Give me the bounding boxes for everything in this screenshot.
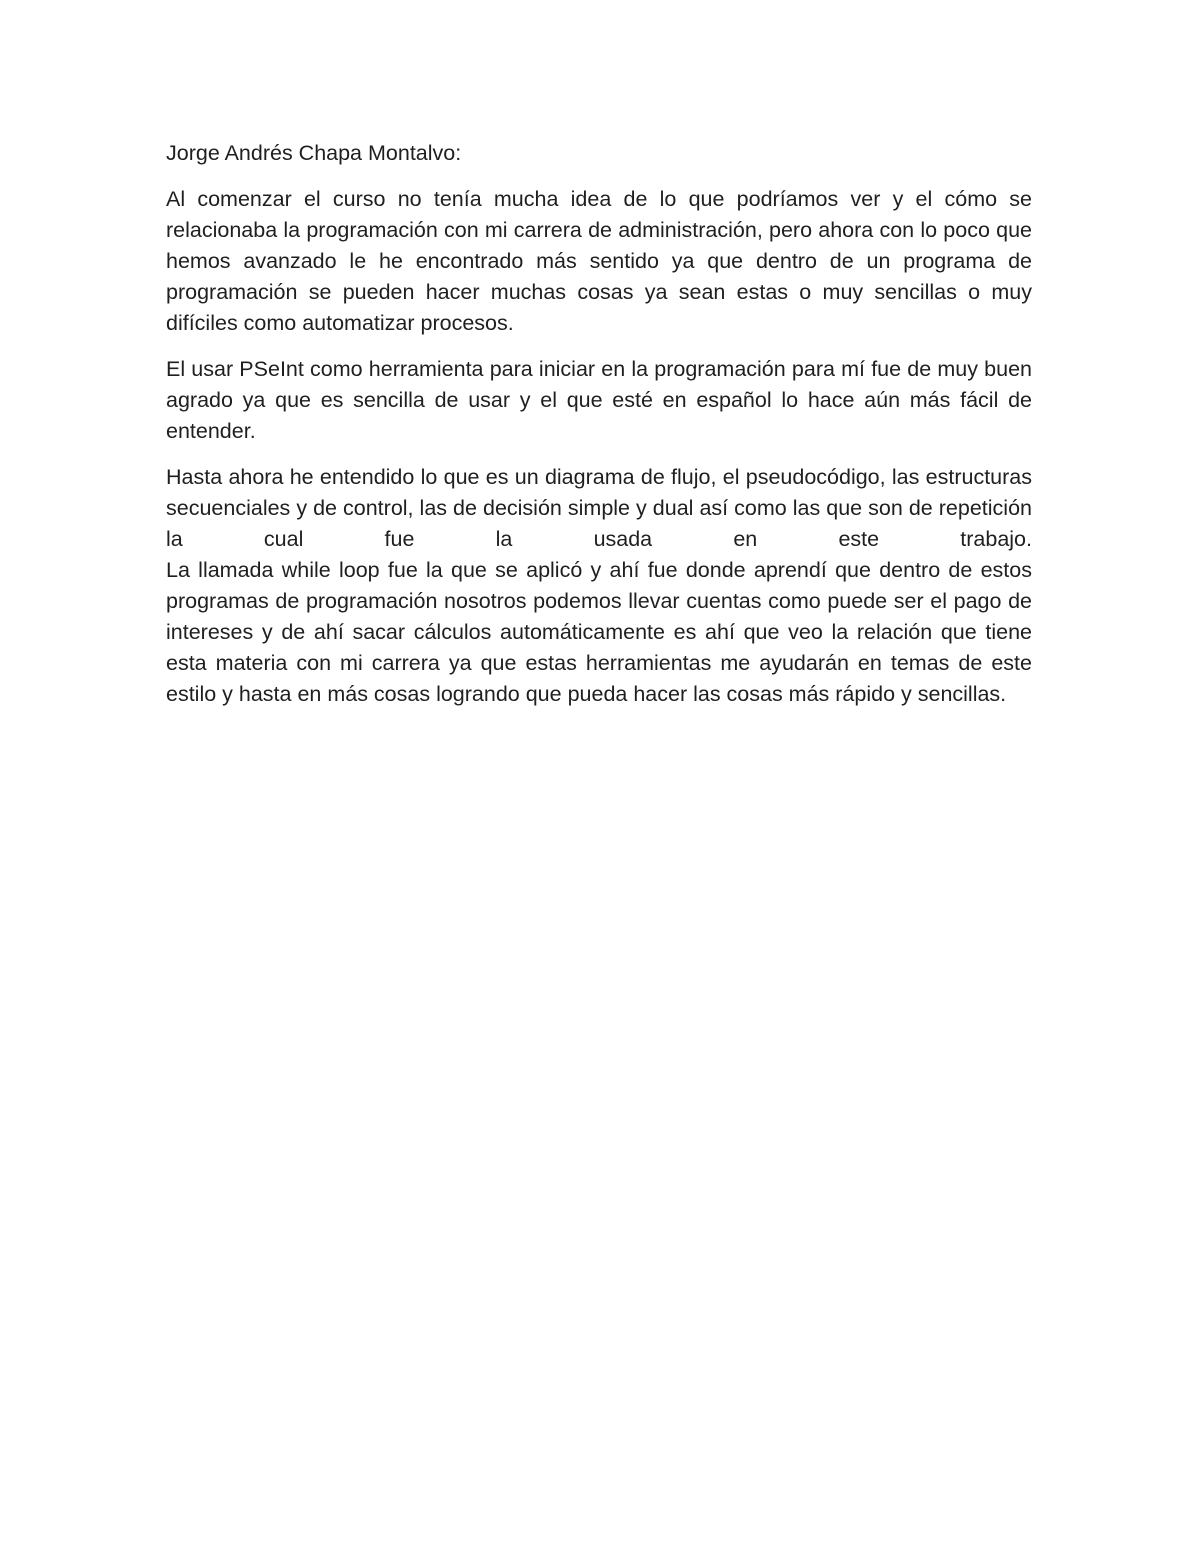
- paragraph-learning-part-a: Hasta ahora he entendido lo que es un diagrama de flujo, el pseudocódigo, las estructuras secuenciales y de control, las de decisión simple y dual así como las que son de repetición la cual fue la usada en este trabajo.: [166, 465, 1032, 551]
- paragraph-learning-part-b: La llamada while loop fue la que se aplicó y ahí fue donde aprendí que dentro de estos programas de programación nosotros podemos llevar cuentas como puede ser el pago de intereses y de ahí sacar cálculos automáticamente es ahí que veo la relación que tiene esta materia con mi carrera ya que estas herramientas me ayudarán en temas de este estilo y hasta en más cosas logrando que pueda hacer las cosas más rápido y sencillas.: [166, 558, 1032, 706]
- paragraph-learning: [166, 462, 1032, 710]
- document-body: [166, 138, 1032, 725]
- author-heading: Jorge Andrés Chapa Montalvo:: [166, 141, 462, 165]
- paragraph-pseint: El usar PSeInt como herramienta para iniciar en la programación para mí fue de muy buen agrado ya que es sencilla de usar y el que esté en español lo hace aún más fácil de entender.: [166, 357, 1032, 443]
- paragraph-course-intro: Al comenzar el curso no tenía mucha idea de lo que podríamos ver y el cómo se relacionaba la programación con mi carrera de administración, pero ahora con lo poco que hemos avanzado le he encontrado más sentido ya que dentro de un programa de programación se pueden hacer muchas cosas ya sean estas o muy sencillas o muy difíciles como automatizar procesos.: [166, 187, 1032, 335]
